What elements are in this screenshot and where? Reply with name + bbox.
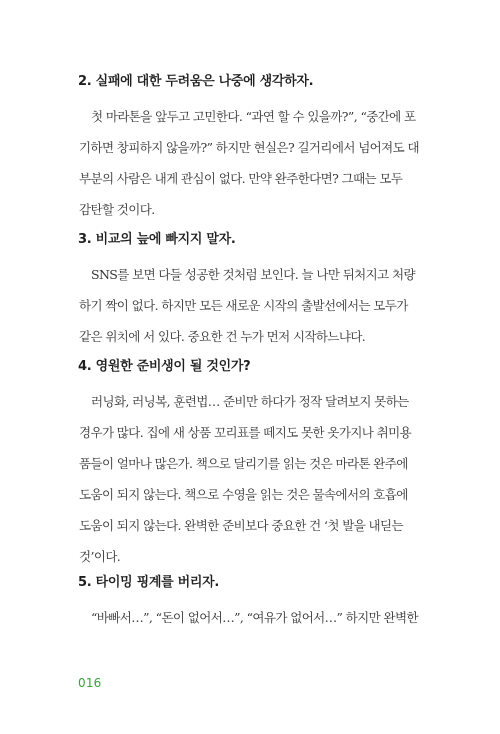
paragraph-line: 같은 위치에 서 있다. 중요한 건 누가 먼저 시작하느냐다.	[79, 329, 366, 344]
section-failure-fear	[78, 70, 428, 225]
paragraph-line: 부분의 사람은 내게 관심이 없다. 만약 완주한다면? 그때는 모두	[79, 171, 403, 186]
paragraph-line: “바빠서…”, “돈이 없어서…”, “여유가 없어서…” 하지만 완벽한	[91, 610, 418, 625]
paragraph-line: 감탄할 것이다.	[79, 202, 155, 217]
section-heading: 2. 실패에 대한 두려움은 나중에 생각하자.	[78, 74, 314, 89]
paragraph-line: 하기 짝이 없다. 하지만 모든 새로운 시작의 출발선에서는 모두가	[79, 298, 408, 313]
paragraph-line: 첫 마라톤을 앞두고 고민한다. “과연 할 수 있을까?”, “중간에 포	[91, 109, 416, 124]
section-paragraph	[78, 386, 428, 572]
section-heading: 5. 타이밍 핑계를 버리자.	[78, 575, 220, 590]
paragraph-line: 도움이 되지 않는다. 완벽한 준비보다 중요한 건 ‘첫 발을 내딛는	[79, 518, 403, 533]
paragraph-line: 품들이 얼마나 많은가. 책으로 달리기를 읽는 것은 마라톤 완주에	[79, 456, 408, 471]
section-heading: 4. 영원한 준비생이 될 것인가?	[78, 359, 251, 374]
paragraph-line: 도움이 되지 않는다. 책으로 수영을 읽는 것은 물속에서의 호흡에	[79, 487, 408, 502]
page-number: 016	[78, 676, 102, 690]
paragraph-line: 기하면 창피하지 않을까?” 하지만 현실은? 길거리에서 넘어져도 대	[79, 140, 419, 155]
section-paragraph	[78, 259, 428, 352]
paragraph-line: 것’이다.	[79, 549, 121, 564]
section-eternal-preparer	[78, 355, 428, 572]
section-paragraph	[78, 101, 428, 225]
section-comparison	[78, 228, 428, 352]
section-heading: 3. 비교의 늪에 빠지지 말자.	[78, 232, 236, 247]
paragraph-line: 경우가 많다. 집에 새 상품 꼬리표를 떼지도 못한 옷가지나 취미용	[79, 425, 412, 440]
section-paragraph	[78, 602, 428, 633]
paragraph-line: SNS를 보면 다들 성공한 것처럼 보인다. 늘 나만 뒤처지고 처량	[91, 267, 415, 282]
section-timing-excuse	[78, 571, 428, 633]
paragraph-line: 러닝화, 러닝복, 훈련법… 준비만 하다가 정작 달려보지 못하는	[91, 394, 409, 409]
